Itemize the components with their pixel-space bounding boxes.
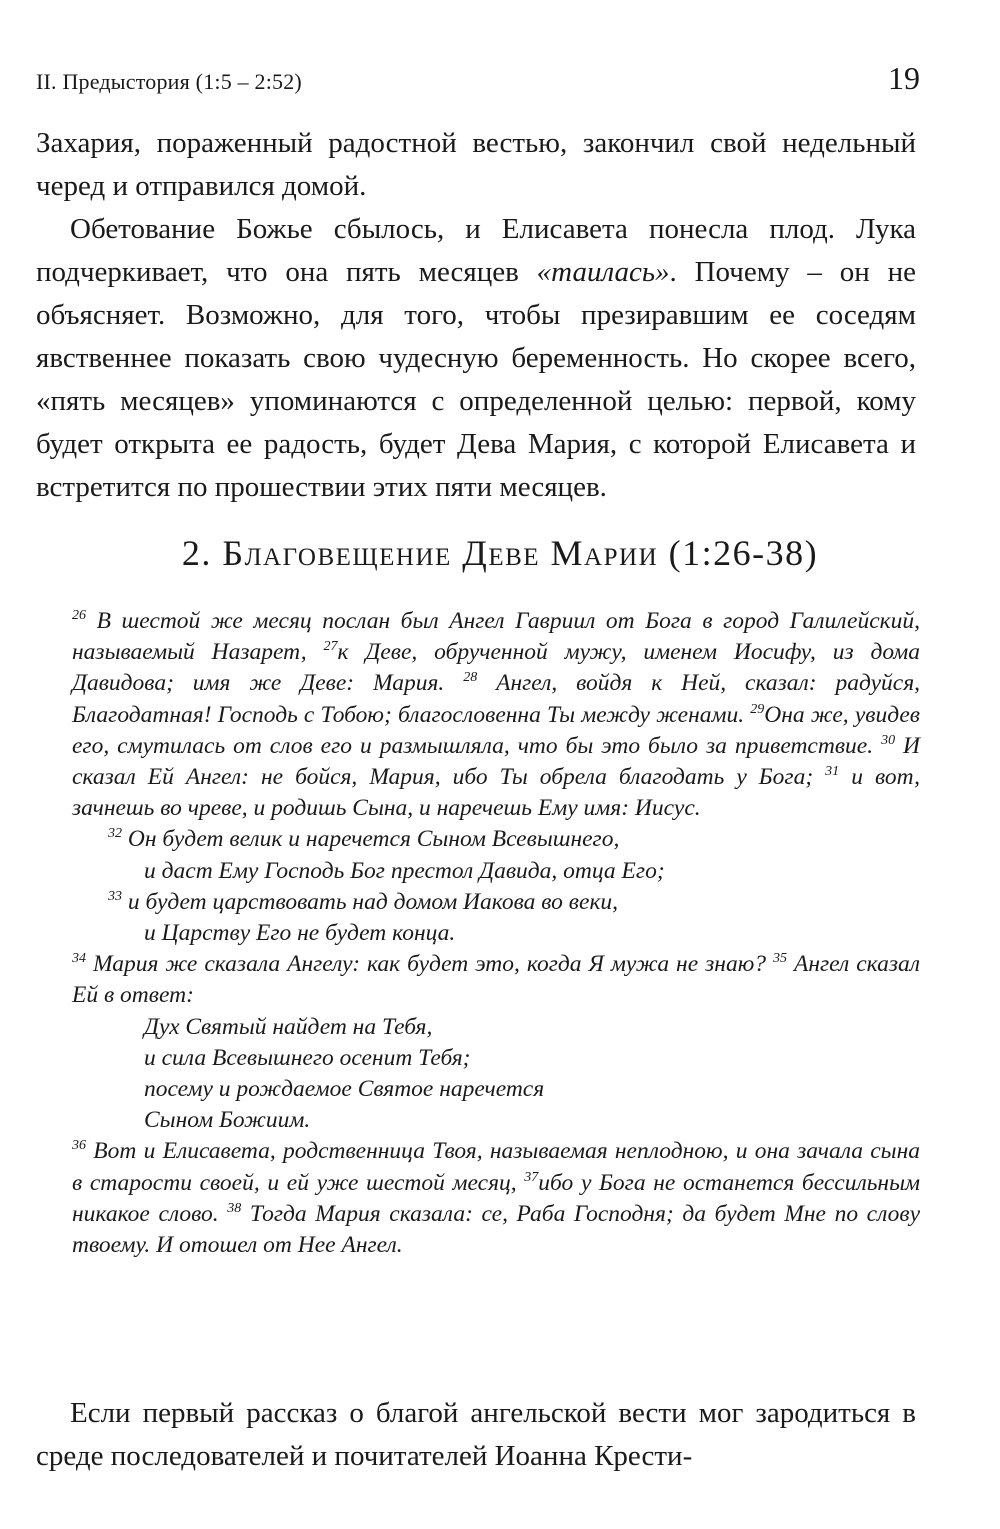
poem-line: посему и рождаемое Святое наречется xyxy=(144,1076,545,1103)
verse-number: 29 xyxy=(750,701,765,717)
paragraph-1: Захария, пораженный радостной вестью, закончил свой недельный черед и отправился домой. xyxy=(36,127,916,202)
verse-number: 31 xyxy=(825,764,840,780)
verse-number: 26 xyxy=(72,608,86,624)
running-title: II. Предыстория (1:5 – 2:52) xyxy=(36,69,302,94)
poem-line: Сыном Божиим. xyxy=(144,1107,311,1134)
section-title: 2. Благовещение Деве Марии (1:26-38) xyxy=(181,533,819,573)
paragraph-2: Обетование Божье сбылось, и Елисавета понесла плод. Лука подчеркивает, что она пять месяцев «таилась». Почему – он не объясняет. Возможно, для того, чтобы презиравшим ее соседям явственнее показать свою чудесную беременность. Но скорее всего, «пять месяцев» упоминаются с определенной целью: первой, кому будет открыта ее радость, будет Дева Мария, с которой Елисавета и встретится по прошествии этих пяти месяцев. xyxy=(36,213,916,503)
scripture-paragraph-1: $^{26}$ В шестой же месяц послан был Ангел Гавриил от Бога в город Галилейский, называемый Назарет, $^{27}$к Деве, обрученной мужу, именем Иосифу, из дома Давидова; имя же Деве: Мария. $^{28}$ Ангел, войдя к Ней, сказал: радуйся, Благодатная! Господь с Тобою; благословенна Ты между женами. $^{29}$Она же, увидев его, смутилась от слов его и размышляла, что бы это было за приветствие. $^{30}$ И сказал Ей Ангел: не бойся, Мария, ибо Ты обрела благодать у Бога; $^{31}$ и вот, зачнешь во чреве, и родишь Сына, и наречешь Ему имя: Иисус. xyxy=(72,608,921,822)
verse-number: 32 xyxy=(108,826,122,842)
poem-line: $^{32}$ Он будет велик и наречется Сыном Всевышнего, xyxy=(108,826,620,853)
scripture-paragraph-2: $^{34}$ Мария же сказала Ангелу: как будет это, когда Я мужа не знаю? $^{35}$ Ангел сказал Ей в ответ: xyxy=(72,951,921,1009)
top-text xyxy=(36,122,916,509)
poem-line: и даст Ему Господь Бог престол Давида, отца Его; xyxy=(144,857,665,884)
page-number: 19 xyxy=(888,60,920,96)
verse-number: 36 xyxy=(72,1138,86,1154)
poem-line: и Царству Его не будет конца. xyxy=(144,920,456,947)
italic-quote: «таилась» xyxy=(536,256,670,288)
verse-number: 30 xyxy=(881,732,896,748)
paragraph-3: Если первый рассказ о благой ангельской вести мог зародиться в среде последователей и почитателей Иоанна Крести- xyxy=(36,1397,916,1472)
verse-number: 28 xyxy=(463,670,478,686)
verse-number: 27 xyxy=(323,639,338,655)
verse-number: 33 xyxy=(108,889,122,904)
scripture-quote xyxy=(72,606,920,1261)
verse-number: 38 xyxy=(227,1201,242,1217)
poem-line: Дух Святый найдет на Тебя, xyxy=(144,1013,433,1040)
verse-number: 34 xyxy=(72,951,86,967)
poem-line: и сила Всевышнего осенит Тебя; xyxy=(144,1044,471,1071)
verse-number: 37 xyxy=(524,1169,539,1185)
running-head xyxy=(36,60,920,100)
poem-line: $^{33}$ и будет царствовать над домом Иакова во веки, xyxy=(108,888,619,915)
bottom-text xyxy=(36,1392,916,1478)
scripture-paragraph-3: $^{36}$ Вот и Елисавета, родственница Твоя, называемая неплодною, и она зачала сына в старости своей, и ей уже шестой месяц, $^{37}$ибо у Бога не останется бессильным никакое слово. $^{38}$ Тогда Мария сказала: се, Раба Господня; да будет Мне по слову твоему. И отошел от Нее Ангел. xyxy=(72,1138,921,1259)
verse-number: 35 xyxy=(773,951,788,967)
